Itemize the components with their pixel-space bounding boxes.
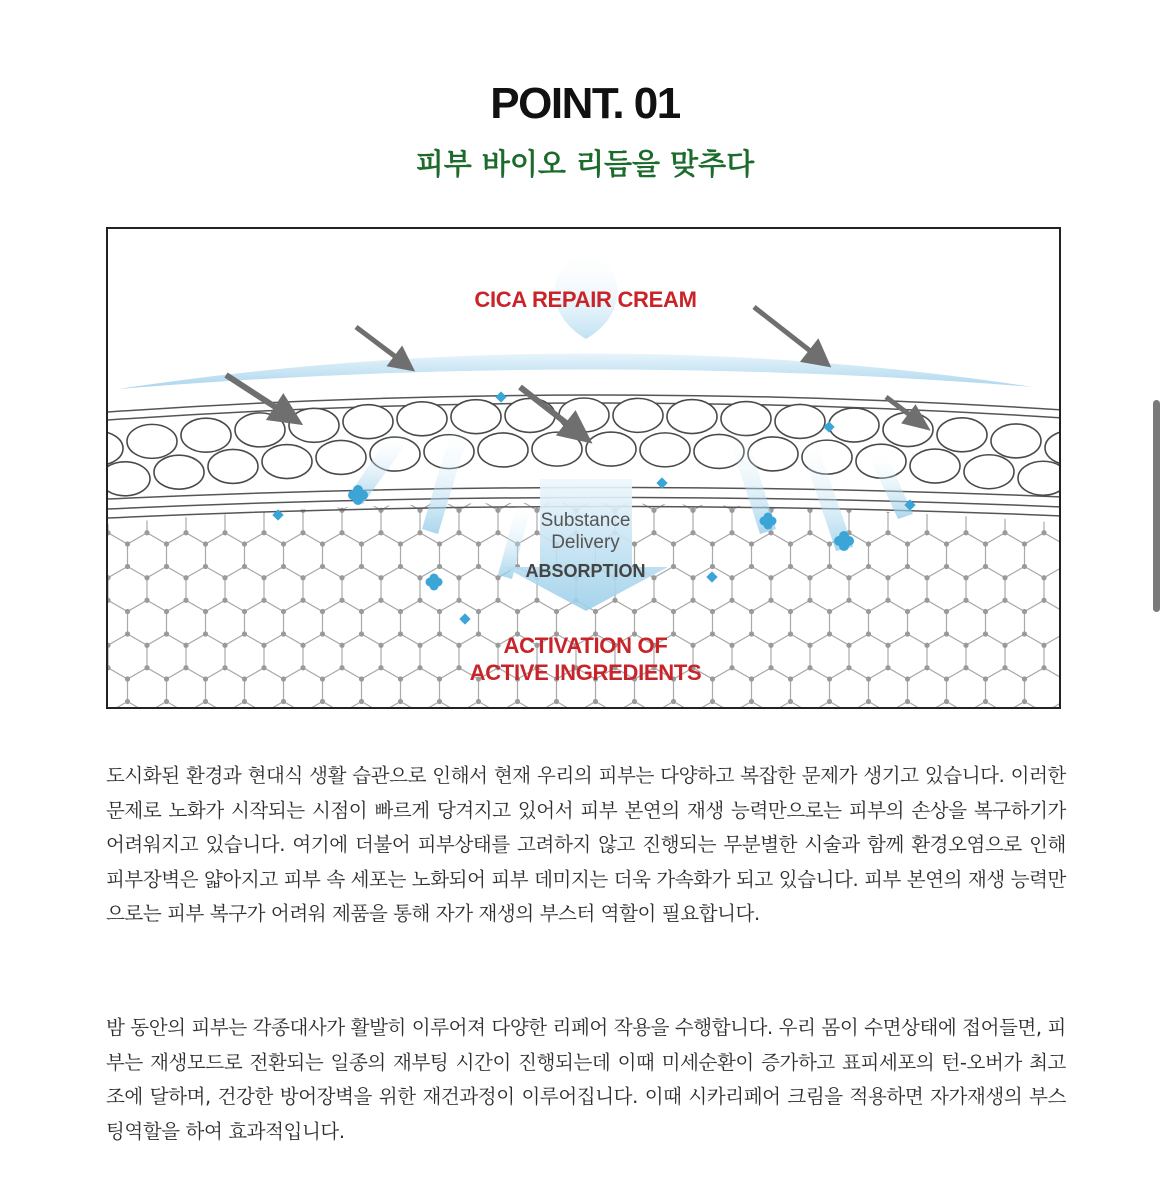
point-title: POINT. 01 <box>490 79 680 128</box>
epidermis-cell <box>397 402 447 436</box>
cream-label: CICA REPAIR CREAM <box>474 287 697 312</box>
epidermis-cell <box>1045 431 1061 465</box>
epidermis-cell <box>640 433 690 467</box>
epidermis-cell <box>910 449 960 483</box>
epidermis-cell <box>721 402 771 436</box>
epidermis-cell <box>108 431 123 465</box>
epidermis-cell <box>586 432 636 466</box>
epidermis-cell <box>478 433 528 467</box>
body-paragraph-1: 도시화된 환경과 현대식 생활 습관으로 인해서 현재 우리의 피부는 다양하고 복잡한 문제가 생기고 있습니다. 이러한 문제로 노화가 시작되는 시점이 빠르게 당겨지고 있어서 피부 본연의 재생 능력만으로는 피부의 손상을 복구하기가 어려워지고 있습니다. 여기에 더불어 피부상태를 고려하지 않고 진행되는 무분별한 시술과 함께 환경오염으로 인해 피부장벽은 얇아지고 피부 속 세포는 노화되어 피부 데미지는 더욱 가속화가 되고 있습니다. 피부 본연의 재생 능력만으로는 피부 복구가 어려워 제품을 통해 자가 재생의 부스터 역할이 필요합니다. <box>106 764 1066 926</box>
absorption-label: ABSORPTION <box>525 561 646 581</box>
epidermis-cell <box>991 424 1041 458</box>
epidermis-cell <box>262 445 312 479</box>
epidermis-cell <box>775 404 825 438</box>
epidermis-cell <box>127 424 177 458</box>
epidermis-cell <box>964 455 1014 489</box>
skin-absorption-diagram <box>106 227 1061 709</box>
epidermis-cell <box>154 455 204 489</box>
epidermis-cell <box>181 418 231 452</box>
substance-label: Substance <box>540 510 631 531</box>
epidermis-cell <box>289 408 339 442</box>
epidermis-cell <box>1018 461 1061 495</box>
scrollbar-thumb[interactable] <box>1153 400 1160 612</box>
epidermis-cell <box>937 418 987 452</box>
body-paragraph-2: 밤 동안의 피부는 각종대사가 활발히 이루어져 다양한 리페어 작용을 수행합니다. 우리 몸이 수면상태에 접어들면, 피부는 재생모드로 전환되는 일종의 재부팅 시간이 진행되는데 이때 미세순환이 증가하고 표피세포의 턴-오버가 최고조에 달하며, 건강한 방어장벽을 위한 재건과정이 이루어집니다. 이때 시카리페어 크림을 적용하면 자가재생의 부스팅역할을 하여 효과적입니다. <box>106 1016 1066 1143</box>
epidermis-cell <box>667 400 717 434</box>
epidermis-cell <box>505 398 555 432</box>
epidermis-cell <box>613 398 663 432</box>
point-subtitle: 피부 바이오 리듬을 맞추다 <box>415 147 755 181</box>
epidermis-cell <box>316 440 366 474</box>
activation-label-line1: ACTIVATION OF <box>503 633 668 658</box>
activation-label-line2: ACTIVE INGREDIENTS <box>469 660 702 685</box>
epidermis-cell <box>343 405 393 439</box>
delivery-label: Delivery <box>551 532 620 553</box>
epidermis-cell <box>108 462 150 496</box>
cream-layer <box>118 353 1033 389</box>
epidermis-cell <box>208 449 258 483</box>
epidermis-cell <box>829 408 879 442</box>
